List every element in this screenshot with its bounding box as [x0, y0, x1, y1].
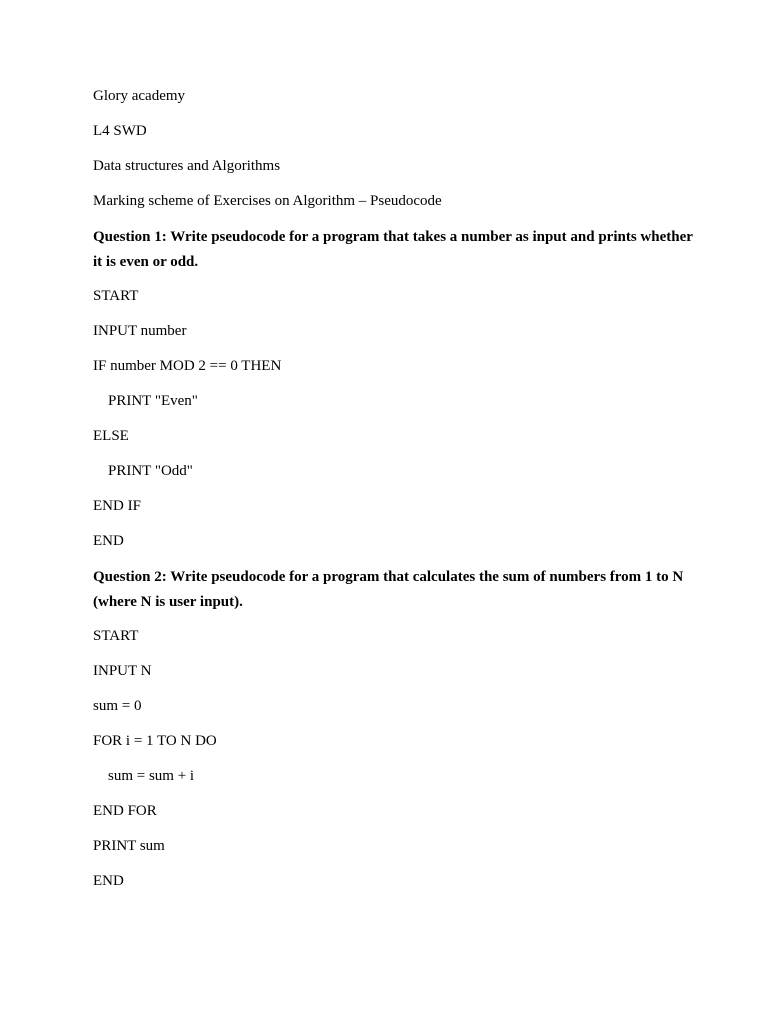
pseudocode-line: END IF	[93, 498, 141, 514]
school-name: Glory academy	[93, 88, 186, 104]
pseudocode-line: PRINT sum	[93, 838, 165, 854]
pseudocode-line: ELSE	[93, 428, 129, 444]
question-1-prompt: Question 1: Write pseudocode for a program that takes a number as input and prints whether it is even or odd.	[93, 229, 693, 270]
pseudocode-line: END	[93, 533, 124, 549]
pseudocode-line: FOR i = 1 TO N DO	[93, 733, 217, 749]
pseudocode-line: PRINT "Odd"	[108, 463, 193, 479]
pseudocode-line: END FOR	[93, 803, 157, 819]
class-level: L4 SWD	[93, 123, 147, 139]
pseudocode-line: PRINT "Even"	[108, 393, 198, 409]
document-page	[93, 85, 693, 905]
pseudocode-line: sum = 0	[93, 698, 142, 714]
document-title: Marking scheme of Exercises on Algorithm – Pseudocode	[93, 193, 442, 209]
pseudocode-line: INPUT N	[93, 663, 152, 679]
pseudocode-line: sum = sum + i	[108, 768, 195, 784]
pseudocode-line: END	[93, 873, 124, 889]
question-2-prompt: Question 2: Write pseudocode for a program that calculates the sum of numbers from 1 to N (where N is user input).	[93, 569, 684, 610]
pseudocode-line: INPUT number	[93, 323, 187, 339]
pseudocode-line: START	[93, 288, 139, 304]
pseudocode-line: START	[93, 628, 139, 644]
module-name: Data structures and Algorithms	[93, 158, 281, 174]
pseudocode-line: IF number MOD 2 == 0 THEN	[93, 358, 282, 374]
